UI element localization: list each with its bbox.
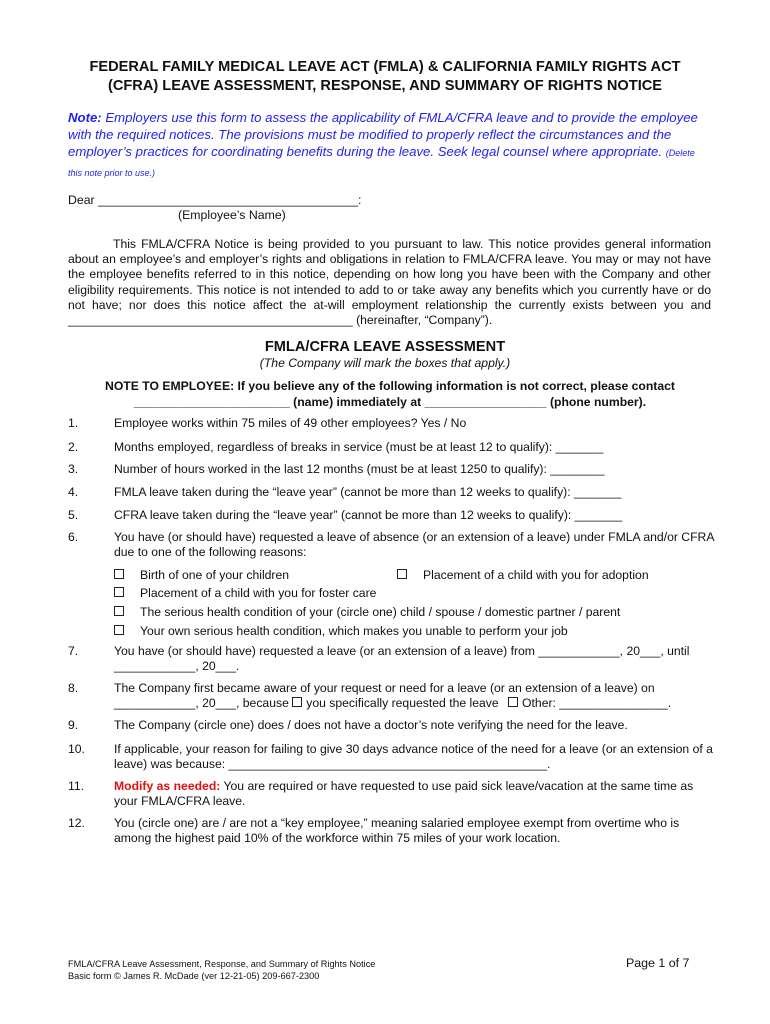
item-number: 1. [68,416,79,430]
item-text [114,779,718,809]
reason-option[interactable] [114,624,568,639]
employee-note-line-2: _______________________ (name) immediately at __________________ (phone number). [133,395,647,409]
list-item [68,485,718,500]
list-item [68,681,718,711]
employer-note [68,109,708,182]
item-text: Number of hours worked in the last 12 months (must be at least 1250 to qualify): ________ [114,462,605,476]
checkbox[interactable] [114,569,124,579]
reason-label: Placement of a child with you for adoption [423,568,649,582]
note-delete-hint: (Delete this note prior to use.) [68,148,695,178]
modify-label: Modify as needed: [114,779,221,793]
list-item [68,718,718,733]
checkbox[interactable] [114,587,124,597]
item-number: 4. [68,485,79,499]
item-text: You have (or should have) requested a leave of absence (or an extension of a leave) under FMLA and/or CFRA due to one of the following reasons: [114,530,714,560]
reason-option[interactable] [114,568,289,583]
footer [68,958,375,982]
reason-label: Placement of a child with you for foster care [140,586,377,600]
item-text: Employee works within 75 miles of 49 other employees? Yes / No [114,416,467,430]
intro-text: This FMLA/CFRA Notice is being provided to you pursuant to law. This notice provides general information about an employee’s and employer’s rights and obligations in relation to FMLA/CFRA leave. You may or may not have the employee benefits referred to in this notice, depending on how long you have been with the Company and other eligibility requirements. This notice is not intended to add to or take away any benefits which you currently have or do not have; nor does this notice affect the at-will employment relationship the currently exists between you and __________________________________________ (hereinafter, “Company”). [68,237,711,328]
employee-note [80,378,700,410]
reason-option[interactable] [397,568,649,583]
assessment-subheading: (The Company will mark the boxes that apply.) [259,356,511,370]
footer-line-2: Basic form © James R. McDade (ver 12-21-05) 209-667-2300 [68,971,320,981]
item-number: 11. [68,779,85,793]
item-text: If applicable, your reason for failing to give 30 days advance notice of the need for a leave (or an extension of a leave) was because: _______________________________________________. [114,742,713,772]
page-number: Page 1 of 7 [626,956,690,970]
item-text-body: You are required or have requested to use paid sick leave/vacation at the same time as your FMLA/CFRA leave. [114,779,694,809]
item-text: You have (or should have) requested a leave (or an extension of a leave) from ____________, 20___, until ____________, 20___. [114,644,690,674]
salutation-dear: Dear ______________________________________: [68,193,362,207]
list-item [68,508,718,523]
item-number: 2. [68,440,79,454]
list-item [68,530,718,560]
note-text: Employers use this form to assess the applicability of FMLA/CFRA leave and to provide the employee with the required notices. The provisions must be modified to properly reflect the circumstances and the employer’s practices for coordinating benefits during the leave. Seek legal counsel where appropriate. [68,110,698,160]
list-item [68,416,718,431]
list-item [68,462,718,477]
reason-option[interactable] [114,586,376,601]
reason-label: Your own serious health condition, which makes you unable to perform your job [140,624,568,638]
item-text-c: Other: ________________. [522,696,672,711]
checkbox[interactable] [397,569,407,579]
item-text: The Company (circle one) does / does not have a doctor’s note verifying the need for the leave. [114,718,628,732]
salutation-caption: (Employee’s Name) [178,208,286,222]
item-text [114,681,718,711]
reason-label: Birth of one of your children [140,568,290,582]
list-item [68,440,718,455]
item-text: You (circle one) are / are not a “key employee,” meaning salaried employee exempt from overtime who is among the highest paid 10% of the workforce within 75 miles of your work location. [114,816,680,846]
intro-paragraph [68,237,711,328]
document-title [40,58,730,96]
employee-note-line-1: NOTE TO EMPLOYEE: If you believe any of the following information is not correct, please contact [105,379,675,393]
checkbox[interactable] [114,606,124,616]
item-number: 5. [68,508,79,522]
reason-label: The serious health condition of your (circle one) child / spouse / domestic partner / parent [140,605,621,619]
list-item [68,742,718,772]
item-text: Months employed, regardless of breaks in service (must be at least 12 to qualify): _______ [114,440,604,454]
item-number: 9. [68,718,79,732]
title-line-2: (CFRA) LEAVE ASSESSMENT, RESPONSE, AND SUMMARY OF RIGHTS NOTICE [107,78,663,94]
reason-option[interactable] [114,605,620,620]
item-text-a: The Company first became aware of your request or need for a leave (or an extension of a leave) on ____________, 20___, because [114,681,655,711]
assessment-heading: FMLA/CFRA LEAVE ASSESSMENT [264,339,506,355]
checkbox[interactable] [292,697,302,707]
list-item [68,644,718,674]
item-number: 8. [68,681,79,695]
list-item [68,816,718,846]
footer-line-1: FMLA/CFRA Leave Assessment, Response, and Summary of Rights Notice [68,959,376,969]
item-number: 10. [68,742,85,756]
title-line-1: FEDERAL FAMILY MEDICAL LEAVE ACT (FMLA) & CALIFORNIA FAMILY RIGHTS ACT [89,59,681,75]
item-text: FMLA leave taken during the “leave year” (cannot be more than 12 weeks to qualify): _______ [114,485,622,499]
item-text: CFRA leave taken during the “leave year” (cannot be more than 12 weeks to qualify): _______ [114,508,623,522]
note-label: Note: [68,110,102,125]
list-item [68,779,718,809]
item-number: 7. [68,644,79,658]
item-number: 12. [68,816,85,830]
item-number: 3. [68,462,79,476]
item-text-b: you specifically requested the leave [306,696,499,711]
item-number: 6. [68,530,79,544]
checkbox[interactable] [114,625,124,635]
checkbox[interactable] [508,697,518,707]
